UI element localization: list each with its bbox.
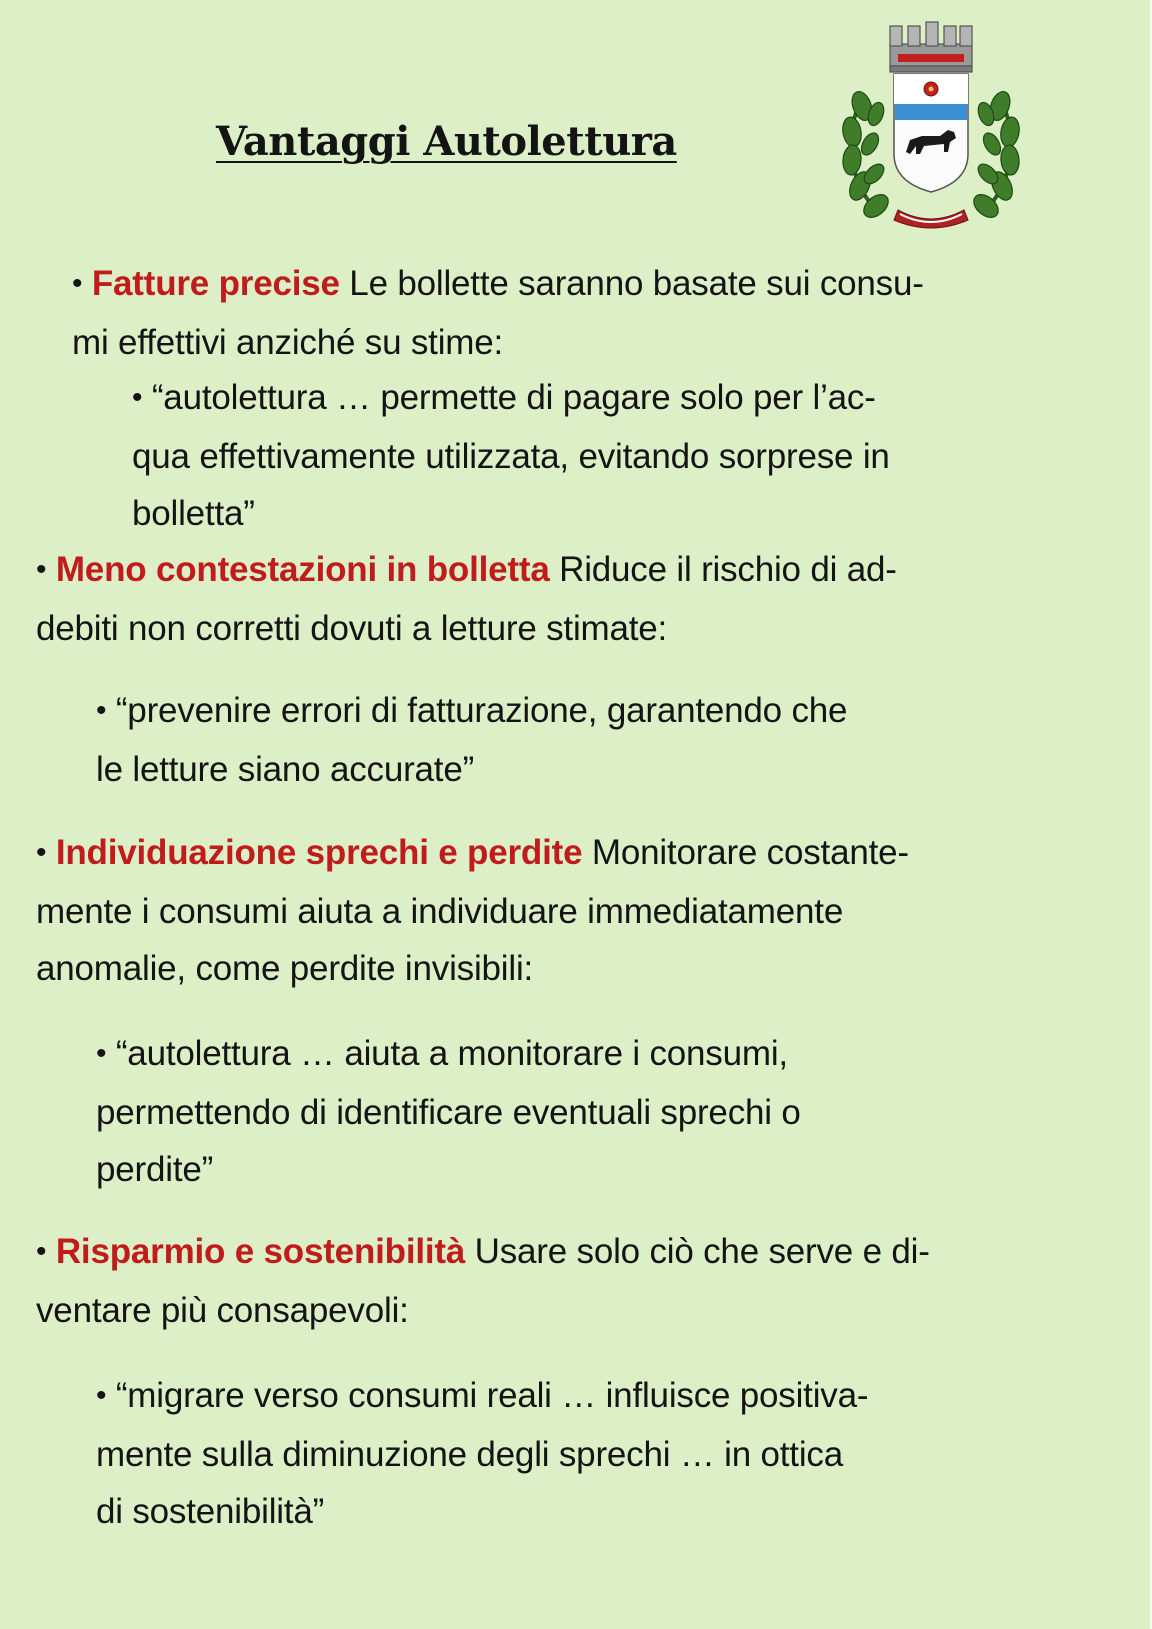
benefit-text: Le bollette saranno basate sui consu- bbox=[339, 264, 924, 303]
bullet-icon: • bbox=[36, 836, 47, 869]
bullet-icon: • bbox=[36, 553, 47, 586]
benefit-quote-2 bbox=[96, 682, 847, 798]
benefit-quote-4 bbox=[96, 1367, 868, 1540]
bullet-icon: • bbox=[36, 1235, 47, 1268]
quote-text: perdite” bbox=[96, 1150, 214, 1189]
benefit-heading: Meno contestazioni in bolletta bbox=[55, 550, 550, 589]
benefit-heading: Fatture precise bbox=[91, 264, 340, 303]
quote-text: di sostenibilità” bbox=[96, 1492, 325, 1531]
benefit-item-3 bbox=[36, 824, 909, 997]
benefit-quote-1 bbox=[132, 369, 890, 542]
quote-text: permettendo di identificare eventuali sprechi o bbox=[96, 1093, 801, 1132]
benefit-heading: Individuazione sprechi e perdite bbox=[55, 833, 583, 872]
benefit-text: mente i consumi aiuta a individuare immediatamente bbox=[36, 892, 844, 931]
benefit-text: Usare solo ciò che serve e di- bbox=[465, 1232, 930, 1271]
benefit-item-1 bbox=[72, 255, 924, 371]
bullet-icon: • bbox=[72, 267, 83, 300]
quote-text: mente sulla diminuzione degli sprechi … in ottica bbox=[96, 1435, 843, 1474]
quote-text: qua effettivamente utilizzata, evitando sorprese in bbox=[132, 437, 890, 476]
benefit-item-4 bbox=[36, 1223, 930, 1339]
benefit-text: Monitorare costante- bbox=[582, 833, 909, 872]
benefit-text: Riduce il rischio di ad- bbox=[549, 550, 897, 589]
bullet-icon: • bbox=[132, 381, 143, 414]
quote-text: “migrare verso consumi reali … influisce positiva- bbox=[115, 1376, 869, 1415]
bullet-icon: • bbox=[96, 694, 107, 727]
benefit-text: mi effettivi anziché su stime: bbox=[72, 323, 504, 362]
benefit-item-2 bbox=[36, 541, 897, 657]
bullet-icon: • bbox=[96, 1379, 107, 1412]
page-title: Vantaggi Autolettura bbox=[216, 118, 677, 165]
quote-text: “autolettura … aiuta a monitorare i consumi, bbox=[115, 1034, 788, 1073]
quote-text: bolletta” bbox=[132, 494, 255, 533]
municipal-coat-of-arms-icon bbox=[840, 14, 1022, 236]
benefit-heading: Risparmio e sostenibilità bbox=[55, 1232, 466, 1271]
bullet-icon: • bbox=[96, 1037, 107, 1070]
benefit-text: debiti non corretti dovuti a letture stimate: bbox=[36, 609, 668, 648]
benefit-text: anomalie, come perdite invisibili: bbox=[36, 949, 534, 988]
quote-text: “prevenire errori di fatturazione, garantendo che bbox=[115, 691, 848, 730]
quote-text: “autolettura … permette di pagare solo per l’ac- bbox=[151, 378, 876, 417]
quote-text: le letture siano accurate” bbox=[96, 750, 475, 789]
benefit-text: ventare più consapevoli: bbox=[36, 1291, 409, 1330]
benefit-quote-3 bbox=[96, 1025, 801, 1198]
